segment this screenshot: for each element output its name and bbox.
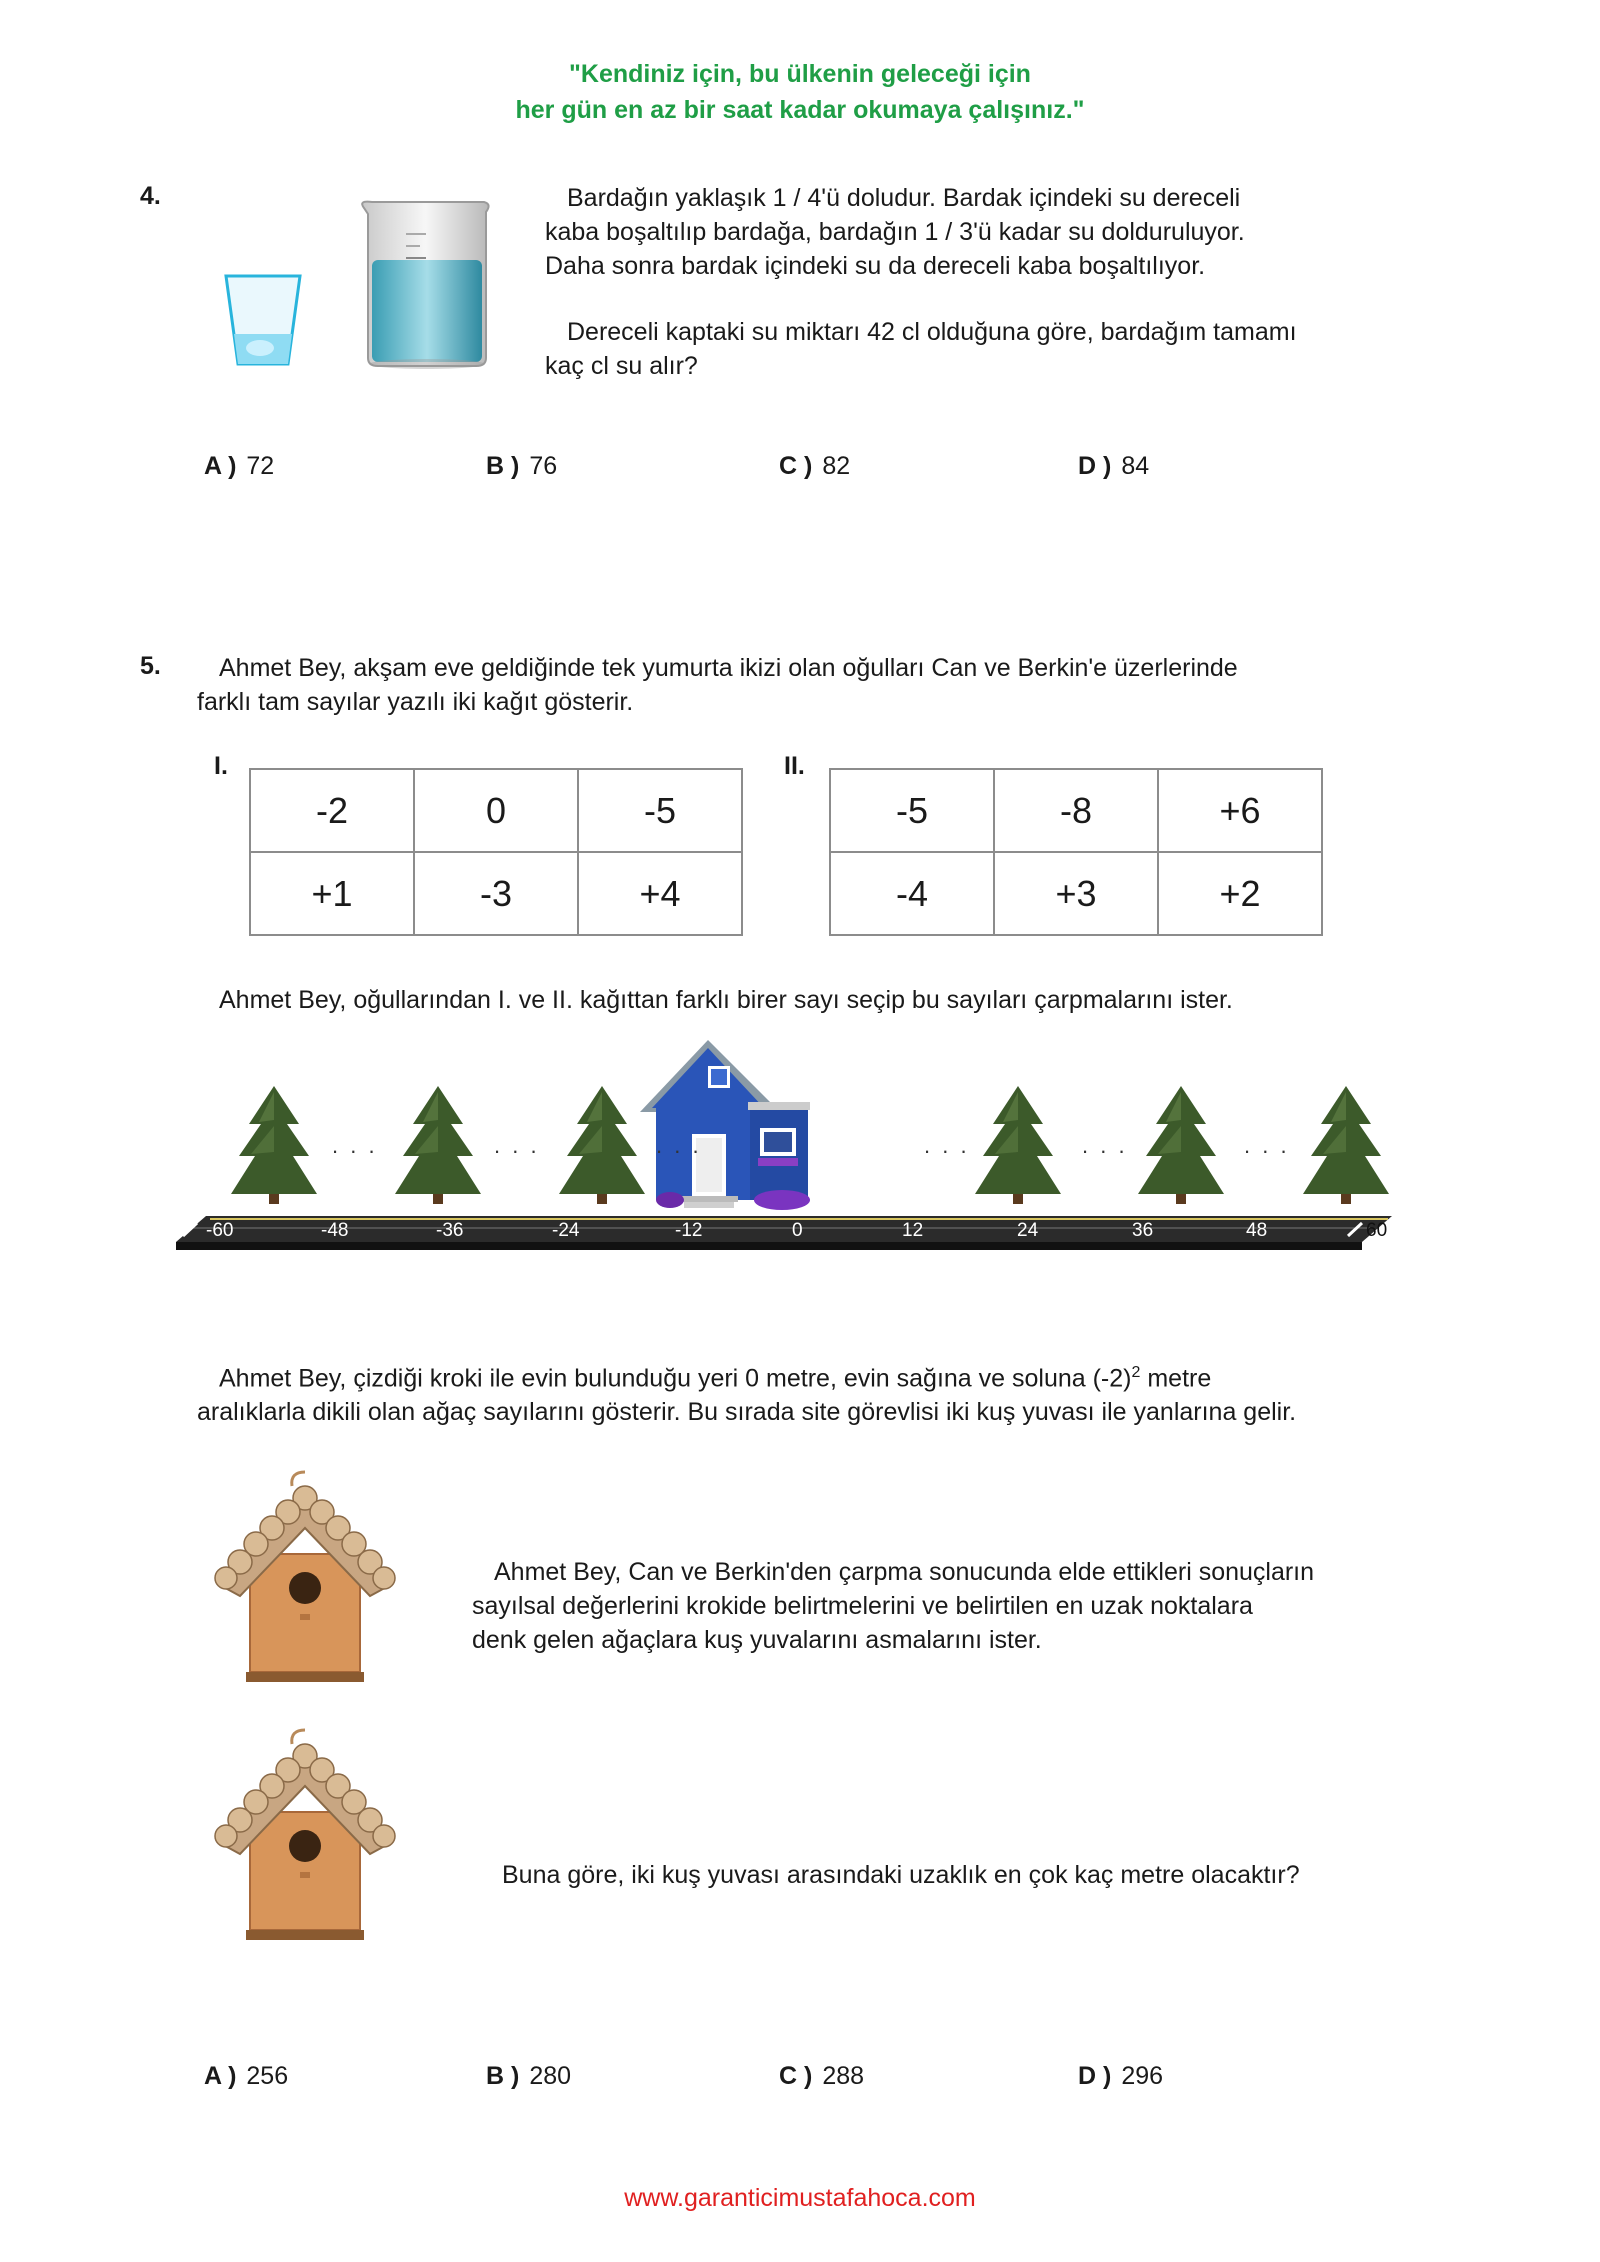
axis-tick-label: -60 bbox=[206, 1220, 234, 1241]
number-table-1 bbox=[249, 768, 743, 936]
q5-intro-line-2: farklı tam sayılar yazılı iki kağıt gösterir. bbox=[197, 688, 634, 716]
q4-option-d[interactable]: D ) 84 bbox=[1078, 452, 1150, 480]
axis-tick-label: 60 bbox=[1366, 1220, 1388, 1241]
table-row bbox=[830, 852, 1322, 935]
footer-website[interactable]: www.garanticimustafahoca.com bbox=[624, 2184, 976, 2212]
q5-kroki-text bbox=[197, 1356, 1296, 1429]
ellipsis-dots: . . . bbox=[1244, 1133, 1290, 1158]
q4-line-5: kaç cl su alır? bbox=[545, 352, 698, 380]
axis-tick-label: -36 bbox=[436, 1220, 464, 1241]
ellipsis-dots: . . . bbox=[332, 1133, 378, 1158]
q5-intro bbox=[197, 651, 1238, 719]
table-cell: -5 bbox=[830, 769, 994, 852]
axis-tick-label: -24 bbox=[552, 1220, 580, 1241]
ellipsis-dots: . . . bbox=[494, 1133, 540, 1158]
birdhouse-line-3: denk gelen ağaçlara kuş yuvalarını asmalarını ister. bbox=[472, 1626, 1042, 1654]
table-cell: +3 bbox=[994, 852, 1158, 935]
table-cell: +2 bbox=[1158, 852, 1322, 935]
tree-icon bbox=[975, 1086, 1061, 1204]
ellipsis-dots: . . . bbox=[656, 1133, 702, 1158]
kroki-line-1: Ahmet Bey, çizdiği kroki ile evin bulunduğu yeri 0 metre, evin sağına ve soluna $(-2)^2$ metre bbox=[219, 1364, 1212, 1393]
q5-option-c[interactable]: C ) 288 bbox=[779, 2062, 865, 2090]
number-table-2 bbox=[829, 768, 1323, 936]
tree-icon bbox=[1138, 1086, 1224, 1204]
birdhouse-image bbox=[210, 1468, 400, 1690]
table-cell: -5 bbox=[578, 769, 742, 852]
axis-tick-label: 36 bbox=[1132, 1220, 1154, 1241]
table-1-label: I. bbox=[214, 752, 228, 780]
table-row bbox=[250, 852, 742, 935]
house-icon bbox=[640, 1040, 810, 1210]
table-cell: -8 bbox=[994, 769, 1158, 852]
q4-option-b[interactable]: B ) 76 bbox=[486, 452, 558, 480]
tree-icon bbox=[559, 1086, 645, 1204]
table-cell: +4 bbox=[578, 852, 742, 935]
q4-option-c[interactable]: C ) 82 bbox=[779, 452, 851, 480]
q5-option-b[interactable]: B ) 280 bbox=[486, 2062, 572, 2090]
table-cell: -3 bbox=[414, 852, 578, 935]
q5-question: Buna göre, iki kuş yuvası arasındaki uzaklık en çok kaç metre olacaktır? bbox=[502, 1861, 1300, 1889]
beaker-image bbox=[356, 198, 496, 370]
q4-option-a[interactable]: A ) 72 bbox=[204, 452, 275, 480]
q5-option-d[interactable]: D ) 296 bbox=[1078, 2062, 1164, 2090]
q4-text bbox=[545, 181, 1297, 383]
axis-tick-label: 24 bbox=[1017, 1220, 1039, 1241]
table-row bbox=[250, 769, 742, 852]
tree-icon bbox=[1303, 1086, 1389, 1204]
table-row bbox=[830, 769, 1322, 852]
sketch-scene bbox=[170, 1030, 1410, 1280]
table-2-label: II. bbox=[784, 752, 805, 780]
tree-icon bbox=[395, 1086, 481, 1204]
q4-line-1: Bardağın yaklaşık 1 / 4'ü doludur. Bardak içindeki su dereceli bbox=[567, 184, 1241, 212]
birdhouse-instruction bbox=[472, 1555, 1314, 1657]
glass-image bbox=[222, 272, 304, 368]
table-cell: 0 bbox=[414, 769, 578, 852]
birdhouse-line-2: sayılsal değerlerini krokide belirtmelerini ve belirtilen en uzak noktalara bbox=[472, 1592, 1253, 1620]
q5-instruction: Ahmet Bey, oğullarından I. ve II. kağıttan farklı birer sayı seçip bu sayıları çarpmalarını ister. bbox=[219, 986, 1233, 1014]
road bbox=[176, 1216, 1392, 1250]
q5-number: 5. bbox=[140, 652, 161, 680]
axis-tick-label: -48 bbox=[321, 1220, 349, 1241]
axis-tick-label: 0 bbox=[792, 1220, 803, 1241]
kroki-line-2: aralıklarla dikili olan ağaç sayılarını gösterir. Bu sırada site görevlisi iki kuş yuvası ile yanlarına gelir. bbox=[197, 1398, 1297, 1427]
ellipsis-dots: . . . bbox=[924, 1133, 970, 1158]
q5-option-a[interactable]: A ) 256 bbox=[204, 2062, 289, 2090]
axis-tick-label: 48 bbox=[1246, 1220, 1268, 1241]
q4-number: 4. bbox=[140, 182, 161, 210]
q4-line-3: Daha sonra bardak içindeki su da dereceli kaba boşaltılıyor. bbox=[545, 252, 1206, 280]
q4-line-4: Dereceli kaptaki su miktarı 42 cl olduğuna göre, bardağım tamamı bbox=[567, 318, 1297, 346]
motto-line-2: her gün en az bir saat kadar okumaya çalışınız." bbox=[515, 96, 1085, 124]
tree-icon bbox=[231, 1086, 317, 1204]
table-cell: +1 bbox=[250, 852, 414, 935]
birdhouse-line-1: Ahmet Bey, Can ve Berkin'den çarpma sonucunda elde ettikleri sonuçların bbox=[494, 1558, 1315, 1586]
motto-header bbox=[0, 56, 1600, 128]
motto-line-1: "Kendiniz için, bu ülkenin geleceği için bbox=[569, 60, 1031, 88]
table-cell: -4 bbox=[830, 852, 994, 935]
q5-intro-line-1: Ahmet Bey, akşam eve geldiğinde tek yumurta ikizi olan oğulları Can ve Berkin'e üzerlerinde bbox=[219, 654, 1238, 682]
birdhouse-image bbox=[210, 1726, 400, 1948]
axis-tick-label: -12 bbox=[675, 1220, 703, 1241]
table-cell: -2 bbox=[250, 769, 414, 852]
q4-line-2: kaba boşaltılıp bardağa, bardağın 1 / 3'ü kadar su dolduruluyor. bbox=[545, 218, 1245, 246]
table-cell: +6 bbox=[1158, 769, 1322, 852]
axis-tick-label: 12 bbox=[902, 1220, 924, 1241]
ellipsis-dots: . . . bbox=[1082, 1133, 1128, 1158]
